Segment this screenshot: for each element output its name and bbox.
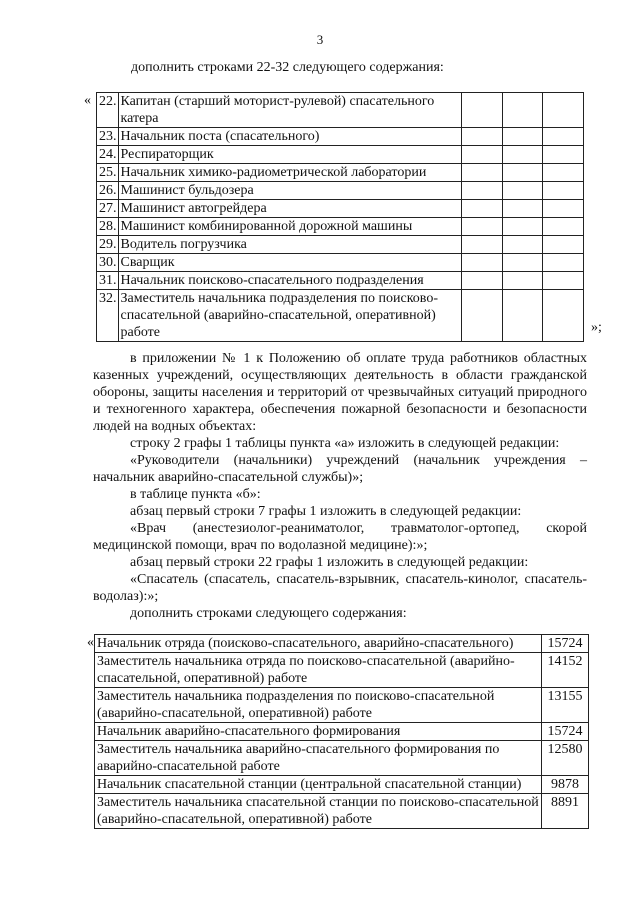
empty-cell <box>461 182 502 200</box>
row-number: 32. <box>97 290 119 342</box>
row-number: 29. <box>97 236 119 254</box>
table-row <box>97 254 584 272</box>
position-name: Начальник химико-радиометрической лаборатории <box>118 164 461 182</box>
empty-cell <box>543 218 584 236</box>
row-number: 28. <box>97 218 119 236</box>
empty-cell <box>543 164 584 182</box>
empty-cell <box>461 218 502 236</box>
position-name: Начальник поисково-спасательного подразделения <box>118 272 461 290</box>
intro-line: дополнить строками 22-32 следующего содержания: <box>131 60 444 75</box>
table-row <box>97 164 584 182</box>
position-name: Машинист бульдозера <box>118 182 461 200</box>
position-name: Начальник спасательной станции (центральной спасательной станции) <box>95 776 542 794</box>
salary-value: 9878 <box>542 776 589 794</box>
position-name: Заместитель начальника аварийно-спасательного формирования по аварийно-спасательной работе <box>95 741 542 776</box>
paragraph-row22-text: «Спасатель (спасатель, спасатель-взрывник, спасатель-кинолог, спасатель-водолаз):»; <box>93 572 587 604</box>
empty-cell <box>461 146 502 164</box>
paragraph-table-b: в таблице пункта «б»: <box>130 487 261 502</box>
empty-cell <box>502 128 543 146</box>
empty-cell <box>502 254 543 272</box>
empty-cell <box>502 164 543 182</box>
table-row <box>97 182 584 200</box>
position-name: Заместитель начальника подразделения по поисково-спасательной (аварийно-спасательной, оперативной) работе <box>95 688 542 723</box>
paragraph-row2-text: «Руководители (начальники) учреждений (начальник учреждения – начальник аварийно-спасательной службы)»; <box>93 453 587 485</box>
row-number: 22. <box>97 93 119 128</box>
table-row <box>97 128 584 146</box>
empty-cell <box>502 236 543 254</box>
empty-cell <box>543 290 584 342</box>
empty-cell <box>502 146 543 164</box>
position-name: Капитан (старший моторист-рулевой) спасательного катера <box>118 93 461 128</box>
empty-cell <box>543 272 584 290</box>
salary-value: 15724 <box>542 635 589 653</box>
position-name: Сварщик <box>118 254 461 272</box>
position-name: Водитель погрузчика <box>118 236 461 254</box>
position-name: Заместитель начальника отряда по поисково-спасательной (аварийно-спасательной, оперативной) работе <box>95 653 542 688</box>
empty-cell <box>461 200 502 218</box>
empty-cell <box>543 182 584 200</box>
paragraph-row7-text: «Врач (анестезиолог-реаниматолог, травматолог-ортопед, скорой медицинской помощи, врач по водолазной медицине):»; <box>93 521 587 553</box>
table-row <box>95 723 589 741</box>
position-name: Начальник поста (спасательного) <box>118 128 461 146</box>
row-number: 24. <box>97 146 119 164</box>
position-name: Начальник отряда (поисково-спасательного, аварийно-спасательного) <box>95 635 542 653</box>
table-row <box>97 146 584 164</box>
table2-open-quote: « <box>87 635 94 650</box>
salary-value: 14152 <box>542 653 589 688</box>
empty-cell <box>543 128 584 146</box>
empty-cell <box>502 290 543 342</box>
empty-cell <box>461 128 502 146</box>
table-row <box>97 93 584 128</box>
empty-cell <box>502 200 543 218</box>
paragraph-row2-instruction: строку 2 графы 1 таблицы пункта «а» изложить в следующей редакции: <box>130 436 560 451</box>
table1-open-quote: « <box>84 93 91 108</box>
table1-close-quote: »; <box>591 320 602 335</box>
salary-value: 8891 <box>542 794 589 829</box>
paragraph-appendix-ref: в приложении № 1 к Положению об оплате труда работников областных казенных учреждений, осуществляющих деятельность в области гражданской обороны, защиты населения и территорий от чрезвычайных ситуаций природного и техногенного характера, обеспечения пожарной безопасности и безопасности людей на водных объектах: <box>93 351 587 434</box>
salary-value: 13155 <box>542 688 589 723</box>
salary-value: 15724 <box>542 723 589 741</box>
empty-cell <box>502 272 543 290</box>
table-row <box>95 741 589 776</box>
positions-table <box>96 92 584 342</box>
table-row <box>95 635 589 653</box>
position-name: Начальник аварийно-спасательного формирования <box>95 723 542 741</box>
salary-value: 12580 <box>542 741 589 776</box>
position-name: Заместитель начальника спасательной станции по поисково-спасательной (аварийно-спасательной, оперативной) работе <box>95 794 542 829</box>
position-name: Заместитель начальника подразделения по поисково-спасательной (аварийно-спасательной, оперативной) работе <box>118 290 461 342</box>
empty-cell <box>502 182 543 200</box>
row-number: 31. <box>97 272 119 290</box>
empty-cell <box>461 164 502 182</box>
row-number: 25. <box>97 164 119 182</box>
salary-table <box>94 634 589 829</box>
table-row <box>95 794 589 829</box>
empty-cell <box>461 93 502 128</box>
table-row <box>97 218 584 236</box>
table-row <box>97 236 584 254</box>
empty-cell <box>461 272 502 290</box>
empty-cell <box>543 93 584 128</box>
page-number: 3 <box>316 32 324 47</box>
empty-cell <box>502 93 543 128</box>
table-row <box>97 200 584 218</box>
row-number: 27. <box>97 200 119 218</box>
paragraph-row22-instruction: абзац первый строки 22 графы 1 изложить в следующей редакции: <box>130 555 529 570</box>
position-name: Респираторщик <box>118 146 461 164</box>
empty-cell <box>543 146 584 164</box>
empty-cell <box>461 236 502 254</box>
empty-cell <box>461 290 502 342</box>
empty-cell <box>461 254 502 272</box>
row-number: 23. <box>97 128 119 146</box>
empty-cell <box>543 200 584 218</box>
table-row <box>97 272 584 290</box>
position-name: Машинист автогрейдера <box>118 200 461 218</box>
empty-cell <box>543 236 584 254</box>
position-name: Машинист комбинированной дорожной машины <box>118 218 461 236</box>
table-row <box>95 688 589 723</box>
empty-cell <box>543 254 584 272</box>
row-number: 26. <box>97 182 119 200</box>
paragraph-add-rows: дополнить строками следующего содержания: <box>130 606 407 621</box>
table-row <box>95 653 589 688</box>
paragraph-row7-instruction: абзац первый строки 7 графы 1 изложить в следующей редакции: <box>130 504 522 519</box>
row-number: 30. <box>97 254 119 272</box>
table-row <box>97 290 584 342</box>
empty-cell <box>502 218 543 236</box>
table-row <box>95 776 589 794</box>
amendment-text <box>93 350 587 622</box>
